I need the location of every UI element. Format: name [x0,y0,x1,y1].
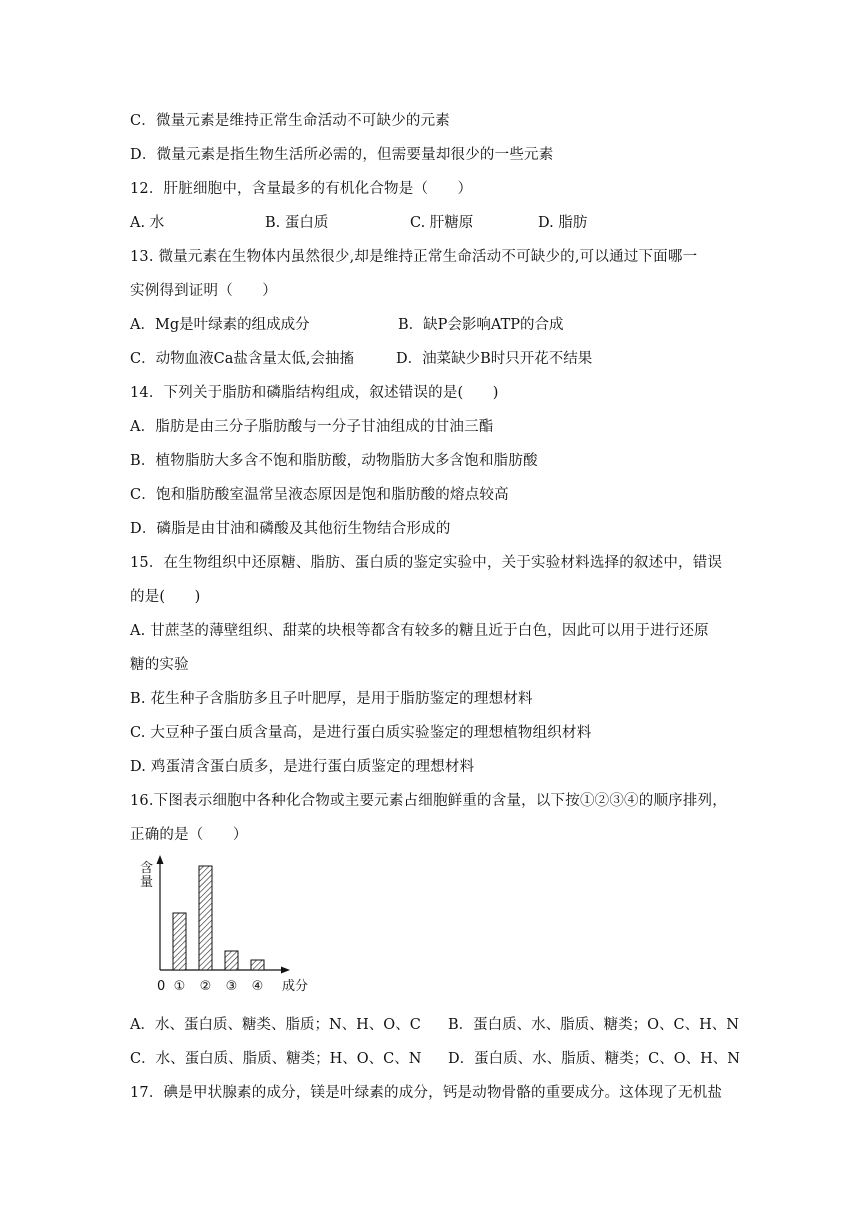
q13-stem-cont: 实例得到证明（ ） [130,283,277,299]
q16-option-c: C．水、蛋白质、脂质、糖类；H、O、C、N [130,1051,422,1067]
q12-option-b: B. 蛋白质 [265,215,329,231]
q15-option-d: D. 鸡蛋清含蛋白质多，是进行蛋白质鉴定的理想材料 [130,759,475,775]
q16-option-b: B．蛋白质、水、脂质、糖类；O、C、H、N [448,1017,739,1033]
y-axis-arrow [157,855,164,864]
q16-option-a: A．水、蛋白质、糖类、脂质；N、H、O、C [130,1017,421,1033]
bars-group [173,866,264,970]
q15-option-a-cont: 糖的实验 [130,657,189,673]
q15-option-b: B. 花生种子含脂肪多且子叶肥厚，是用于脂肪鉴定的理想材料 [130,691,533,707]
q14-option-d: D．磷脂是由甘油和磷酸及其他衍生物结合形成的 [130,521,451,537]
q12-option-d: D. 脂肪 [538,215,588,231]
q16-bar-chart [140,850,330,1000]
q14-stem: 14．下列关于脂肪和磷脂结构组成，叙述错误的是( ) [130,385,499,401]
category-label-3: ③ [225,979,238,994]
x-axis-label: 成分 [282,979,309,994]
q16-stem-cont: 正确的是（ ） [130,827,248,843]
q17-stem: 17．碘是甲状腺素的成分，镁是叶绿素的成分，钙是动物骨骼的重要成分。这体现了无机盐 [130,1085,723,1101]
q13-stem: 13. 微量元素在生物体内虽然很少,却是维持正常生命活动不可缺少的,可以通过下面哪一 [130,249,698,265]
q12-option-a: A. 水 [130,215,165,231]
q13-option-d: D．油菜缺少B时只开花不结果 [396,351,593,367]
q11-option-d: D．微量元素是指生物生活所必需的，但需要量却很少的一些元素 [130,147,554,163]
q13-option-b: B．缺P会影响ATP的合成 [398,317,564,333]
category-labels [174,979,264,994]
bar-3 [225,951,238,970]
q11-option-c: C．微量元素是维持正常生命活动不可缺少的元素 [130,113,450,129]
q15-stem: 15．在生物组织中还原糖、脂肪、蛋白质的鉴定实验中，关于实验材料选择的叙述中，错误 [130,555,723,571]
q15-option-c: C. 大豆种子蛋白质含量高，是进行蛋白质实验鉴定的理想植物组织材料 [130,725,592,741]
q16-option-d: D．蛋白质、水、脂质、糖类；C、O、H、N [448,1051,740,1067]
x-axis-arrow [281,967,290,974]
q12-stem: 12．肝脏细胞中，含量最多的有机化合物是（ ） [130,181,473,197]
q15-stem-cont: 的是( ) [130,589,201,605]
y-axis-label-1: 含 [140,861,154,876]
bar-4 [251,960,264,970]
q13-option-c: C．动物血液Ca盐含量太低,会抽搐 [130,351,354,367]
q13-option-a: A．Mg是叶绿素的组成成分 [130,317,310,333]
q14-option-a: A．脂肪是由三分子脂肪酸与一分子甘油组成的甘油三酯 [130,419,494,435]
q16-stem: 16.下图表示细胞中各种化合物或主要元素占细胞鲜重的含量，以下按①②③④的顺序排列， [130,793,727,809]
q15-option-a: A. 甘蔗茎的薄壁组织、甜菜的块根等都含有较多的糖且近于白色，因此可以用于进行还原 [130,623,709,639]
q12-option-c: C. 肝糖原 [410,215,474,231]
q14-option-b: B．植物脂肪大多含不饱和脂肪酸，动物脂肪大多含饱和脂肪酸 [130,453,538,469]
y-axis-label-2: 量 [140,875,154,890]
category-label-1: ① [173,979,186,994]
category-label-2: ② [199,979,212,994]
category-label-4: ④ [251,979,264,994]
bar-1 [173,913,186,970]
q14-option-c: C．饱和脂肪酸室温常呈液态原因是饱和脂肪酸的熔点较高 [130,487,509,503]
origin-label: 0 [157,979,166,994]
bar-2 [199,866,212,970]
